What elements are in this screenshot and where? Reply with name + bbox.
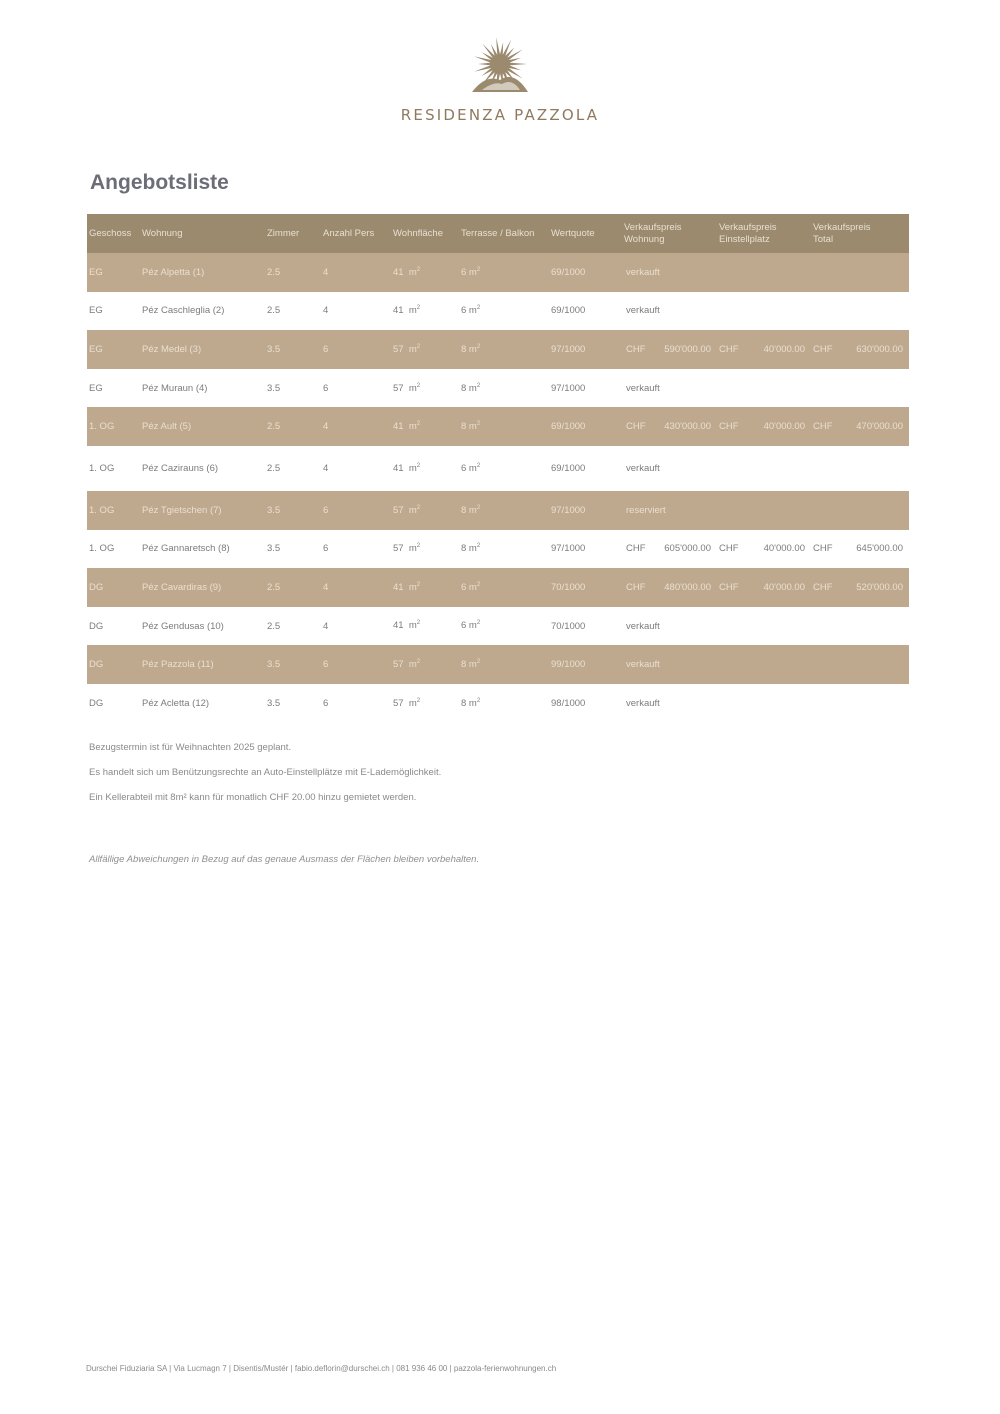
cell-currency-einstellplatz: CHF bbox=[717, 530, 757, 569]
cell-geschoss: DG bbox=[87, 645, 140, 684]
cell-anzahl-pers: 6 bbox=[321, 369, 391, 408]
cell-currency-wohnung: CHF bbox=[622, 568, 657, 607]
header-vp-wohnung-line1: Verkaufspreis bbox=[624, 221, 682, 233]
cell-preis-total: 645'000.00 bbox=[849, 530, 909, 569]
cell-wertquote: 69/1000 bbox=[549, 292, 622, 331]
cell-anzahl-pers: 4 bbox=[321, 407, 391, 446]
header-zimmer: Zimmer bbox=[265, 214, 321, 253]
cell-geschoss: EG bbox=[87, 330, 140, 369]
table-row bbox=[87, 292, 909, 331]
header-vp-wohnung-line2: Wohnung bbox=[624, 233, 665, 245]
cell-wohnung: Péz Muraun (4) bbox=[140, 369, 265, 408]
cell-geschoss: 1. OG bbox=[87, 491, 140, 530]
header-vp-einstellplatz bbox=[717, 214, 811, 253]
cell-wertquote: 69/1000 bbox=[549, 407, 622, 446]
cell-geschoss: 1. OG bbox=[87, 530, 140, 569]
cell-wohnung: Péz Caschleglia (2) bbox=[140, 292, 265, 331]
cell-status: verkauft bbox=[622, 253, 909, 292]
cell-currency-wohnung: CHF bbox=[622, 330, 657, 369]
cell-wohnflaeche: 57 $m^2$ bbox=[391, 530, 459, 569]
table-body bbox=[87, 253, 909, 723]
cell-currency-wohnung: CHF bbox=[622, 530, 657, 569]
cell-terrasse: 6 $m^2$ bbox=[459, 292, 549, 331]
table-row bbox=[87, 491, 909, 530]
cell-wohnflaeche: 57 $m^2$ bbox=[391, 330, 459, 369]
table-row bbox=[87, 568, 909, 607]
cell-wohnflaeche: 41 $m^2$ bbox=[391, 292, 459, 331]
cell-wertquote: 70/1000 bbox=[549, 607, 622, 646]
cell-zimmer: 3.5 bbox=[265, 491, 321, 530]
wohnflaeche-value: 41 bbox=[393, 305, 404, 317]
cell-geschoss: DG bbox=[87, 607, 140, 646]
terrasse-value: 8 bbox=[461, 421, 467, 433]
cell-status: verkauft bbox=[622, 369, 909, 408]
table-row bbox=[87, 645, 909, 684]
cell-wohnflaeche: 41 $m^2$ bbox=[391, 253, 459, 292]
cell-preis-einstellplatz: 40'000.00 bbox=[757, 407, 811, 446]
cell-anzahl-pers: 4 bbox=[321, 292, 391, 331]
cell-wohnung: Péz Cazirauns (6) bbox=[140, 446, 265, 491]
notes bbox=[89, 742, 441, 817]
cell-geschoss: EG bbox=[87, 253, 140, 292]
cell-wohnung: Péz Gendusas (10) bbox=[140, 607, 265, 646]
wohnflaeche-value: 57 bbox=[393, 543, 404, 555]
cell-geschoss: DG bbox=[87, 684, 140, 723]
wohnflaeche-value: 41 bbox=[393, 582, 404, 594]
cell-preis-total: 470'000.00 bbox=[849, 407, 909, 446]
note-cellar: Ein Kellerabteil mit 8m² kann für monatlich CHF 20.00 hinzu gemietet werden. bbox=[89, 792, 417, 803]
cell-preis-einstellplatz: 40'000.00 bbox=[757, 568, 811, 607]
header-geschoss: Geschoss bbox=[87, 214, 140, 253]
cell-wertquote: 97/1000 bbox=[549, 369, 622, 408]
cell-wohnflaeche: 41 $m^2$ bbox=[391, 607, 459, 646]
cell-zimmer: 3.5 bbox=[265, 530, 321, 569]
terrasse-value: 8 bbox=[461, 504, 467, 516]
cell-zimmer: 2.5 bbox=[265, 407, 321, 446]
header-vp-total-line2: Total bbox=[813, 233, 834, 245]
cell-anzahl-pers: 6 bbox=[321, 645, 391, 684]
cell-zimmer: 2.5 bbox=[265, 292, 321, 331]
cell-zimmer: 3.5 bbox=[265, 330, 321, 369]
wohnflaeche-value: 41 bbox=[393, 266, 404, 278]
cell-wohnung: Péz Tgietschen (7) bbox=[140, 491, 265, 530]
cell-terrasse: 6 $m^2$ bbox=[459, 607, 549, 646]
table-row bbox=[87, 530, 909, 569]
table-row bbox=[87, 446, 909, 491]
cell-zimmer: 2.5 bbox=[265, 607, 321, 646]
cell-wertquote: 69/1000 bbox=[549, 446, 622, 491]
terrasse-value: 6 bbox=[461, 620, 467, 632]
cell-preis-einstellplatz: 40'000.00 bbox=[757, 330, 811, 369]
cell-anzahl-pers: 6 bbox=[321, 330, 391, 369]
wohnflaeche-value: 57 bbox=[393, 697, 404, 709]
cell-wohnflaeche: 57 $m^2$ bbox=[391, 491, 459, 530]
cell-wohnung: Péz Ault (5) bbox=[140, 407, 265, 446]
header-anzahl-pers: Anzahl Pers bbox=[321, 214, 391, 253]
header-wertquote: Wertquote bbox=[549, 214, 622, 253]
cell-wohnflaeche: 41 $m^2$ bbox=[391, 446, 459, 491]
cell-status: reserviert bbox=[622, 491, 909, 530]
cell-zimmer: 2.5 bbox=[265, 446, 321, 491]
cell-preis-wohnung: 590'000.00 bbox=[657, 330, 717, 369]
cell-wertquote: 98/1000 bbox=[549, 684, 622, 723]
terrasse-value: 8 bbox=[461, 344, 467, 356]
cell-status: verkauft bbox=[622, 684, 909, 723]
terrasse-value: 8 bbox=[461, 382, 467, 394]
cell-wohnung: Péz Acletta (12) bbox=[140, 684, 265, 723]
cell-terrasse: 6 $m^2$ bbox=[459, 446, 549, 491]
cell-terrasse: 8 $m^2$ bbox=[459, 530, 549, 569]
wohnflaeche-value: 57 bbox=[393, 659, 404, 671]
header-terrasse: Terrasse / Balkon bbox=[459, 214, 549, 253]
cell-wertquote: 97/1000 bbox=[549, 530, 622, 569]
cell-preis-einstellplatz: 40'000.00 bbox=[757, 530, 811, 569]
header-vp-total-line1: Verkaufspreis bbox=[813, 221, 871, 233]
wohnflaeche-value: 41 bbox=[393, 421, 404, 433]
cell-geschoss: DG bbox=[87, 568, 140, 607]
header-vp-total bbox=[811, 214, 909, 253]
cell-terrasse: 8 $m^2$ bbox=[459, 491, 549, 530]
cell-geschoss: EG bbox=[87, 369, 140, 408]
cell-currency-wohnung: CHF bbox=[622, 407, 657, 446]
cell-terrasse: 6 $m^2$ bbox=[459, 253, 549, 292]
cell-terrasse: 8 $m^2$ bbox=[459, 407, 549, 446]
table-row bbox=[87, 253, 909, 292]
cell-status: verkauft bbox=[622, 607, 909, 646]
cell-anzahl-pers: 6 bbox=[321, 530, 391, 569]
cell-preis-wohnung: 430'000.00 bbox=[657, 407, 717, 446]
cell-anzahl-pers: 6 bbox=[321, 491, 391, 530]
cell-wohnflaeche: 57 $m^2$ bbox=[391, 645, 459, 684]
page-title: Angebotsliste bbox=[90, 171, 229, 194]
footer-contact: Durschei Fiduziaria SA | Via Lucmagn 7 | Disentis/Mustér | fabio.deflorin@durschei.ch | 081 936 46 00 | pazzola-ferienwohnungen.ch bbox=[86, 1364, 557, 1373]
cell-wohnflaeche: 57 $m^2$ bbox=[391, 369, 459, 408]
cell-terrasse: 6 $m^2$ bbox=[459, 568, 549, 607]
header-vp-wohnung bbox=[622, 214, 717, 253]
terrasse-value: 6 bbox=[461, 582, 467, 594]
cell-zimmer: 3.5 bbox=[265, 684, 321, 723]
cell-terrasse: 8 $m^2$ bbox=[459, 645, 549, 684]
note-move-in: Bezugstermin ist für Weihnachten 2025 geplant. bbox=[89, 742, 292, 753]
cell-wertquote: 97/1000 bbox=[549, 330, 622, 369]
table-row bbox=[87, 369, 909, 408]
cell-currency-einstellplatz: CHF bbox=[717, 568, 757, 607]
cell-currency-einstellplatz: CHF bbox=[717, 330, 757, 369]
cell-currency-total: CHF bbox=[811, 568, 849, 607]
terrasse-value: 8 bbox=[461, 543, 467, 555]
cell-wohnflaeche: 41 $m^2$ bbox=[391, 568, 459, 607]
wohnflaeche-value: 57 bbox=[393, 382, 404, 394]
cell-wertquote: 99/1000 bbox=[549, 645, 622, 684]
cell-anzahl-pers: 6 bbox=[321, 684, 391, 723]
sun-mountain-logo-icon bbox=[464, 34, 536, 98]
cell-anzahl-pers: 4 bbox=[321, 607, 391, 646]
table-row bbox=[87, 684, 909, 723]
cell-status: verkauft bbox=[622, 292, 909, 331]
cell-terrasse: 8 $m^2$ bbox=[459, 330, 549, 369]
disclaimer: Allfällige Abweichungen in Bezug auf das genaue Ausmass der Flächen bleiben vorbehalten. bbox=[89, 854, 480, 865]
header-wohnflaeche: Wohnfläche bbox=[391, 214, 459, 253]
cell-wertquote: 97/1000 bbox=[549, 491, 622, 530]
offer-table bbox=[87, 214, 909, 723]
cell-anzahl-pers: 4 bbox=[321, 568, 391, 607]
header-wohnung: Wohnung bbox=[140, 214, 265, 253]
cell-wertquote: 70/1000 bbox=[549, 568, 622, 607]
table-row bbox=[87, 607, 909, 646]
logo bbox=[0, 34, 1000, 124]
cell-wohnung: Péz Alpetta (1) bbox=[140, 253, 265, 292]
table-row bbox=[87, 330, 909, 369]
cell-geschoss: EG bbox=[87, 292, 140, 331]
terrasse-value: 6 bbox=[461, 463, 467, 475]
cell-wohnung: Péz Pazzola (11) bbox=[140, 645, 265, 684]
table-header-row bbox=[87, 214, 909, 253]
wohnflaeche-value: 41 bbox=[393, 620, 404, 632]
cell-wohnflaeche: 41 $m^2$ bbox=[391, 407, 459, 446]
cell-geschoss: 1. OG bbox=[87, 407, 140, 446]
terrasse-value: 8 bbox=[461, 697, 467, 709]
cell-status: verkauft bbox=[622, 446, 909, 491]
header-vp-einstellplatz-line1: Verkaufspreis bbox=[719, 221, 777, 233]
cell-zimmer: 3.5 bbox=[265, 369, 321, 408]
note-parking: Es handelt sich um Benützungsrechte an Auto-Einstellplätze mit E-Lademöglichkeit. bbox=[89, 767, 442, 778]
cell-terrasse: 8 $m^2$ bbox=[459, 369, 549, 408]
cell-wohnflaeche: 57 $m^2$ bbox=[391, 684, 459, 723]
cell-zimmer: 2.5 bbox=[265, 568, 321, 607]
terrasse-value: 6 bbox=[461, 305, 467, 317]
cell-wohnung: Péz Medel (3) bbox=[140, 330, 265, 369]
cell-status: verkauft bbox=[622, 645, 909, 684]
header-vp-einstellplatz-line2: Einstellplatz bbox=[719, 233, 770, 245]
cell-geschoss: 1. OG bbox=[87, 446, 140, 491]
cell-preis-total: 630'000.00 bbox=[849, 330, 909, 369]
cell-currency-total: CHF bbox=[811, 530, 849, 569]
cell-wohnung: Péz Cavardiras (9) bbox=[140, 568, 265, 607]
cell-wertquote: 69/1000 bbox=[549, 253, 622, 292]
cell-currency-total: CHF bbox=[811, 407, 849, 446]
cell-zimmer: 3.5 bbox=[265, 645, 321, 684]
cell-zimmer: 2.5 bbox=[265, 253, 321, 292]
wohnflaeche-value: 41 bbox=[393, 463, 404, 475]
cell-anzahl-pers: 4 bbox=[321, 446, 391, 491]
cell-preis-wohnung: 605'000.00 bbox=[657, 530, 717, 569]
brand-name: RESIDENZA PAZZOLA bbox=[400, 106, 600, 124]
cell-preis-wohnung: 480'000.00 bbox=[657, 568, 717, 607]
cell-currency-total: CHF bbox=[811, 330, 849, 369]
terrasse-value: 8 bbox=[461, 659, 467, 671]
cell-preis-total: 520'000.00 bbox=[849, 568, 909, 607]
table-row bbox=[87, 407, 909, 446]
cell-terrasse: 8 $m^2$ bbox=[459, 684, 549, 723]
cell-currency-einstellplatz: CHF bbox=[717, 407, 757, 446]
wohnflaeche-value: 57 bbox=[393, 344, 404, 356]
terrasse-value: 6 bbox=[461, 266, 467, 278]
wohnflaeche-value: 57 bbox=[393, 504, 404, 516]
cell-wohnung: Péz Gannaretsch (8) bbox=[140, 530, 265, 569]
cell-anzahl-pers: 4 bbox=[321, 253, 391, 292]
